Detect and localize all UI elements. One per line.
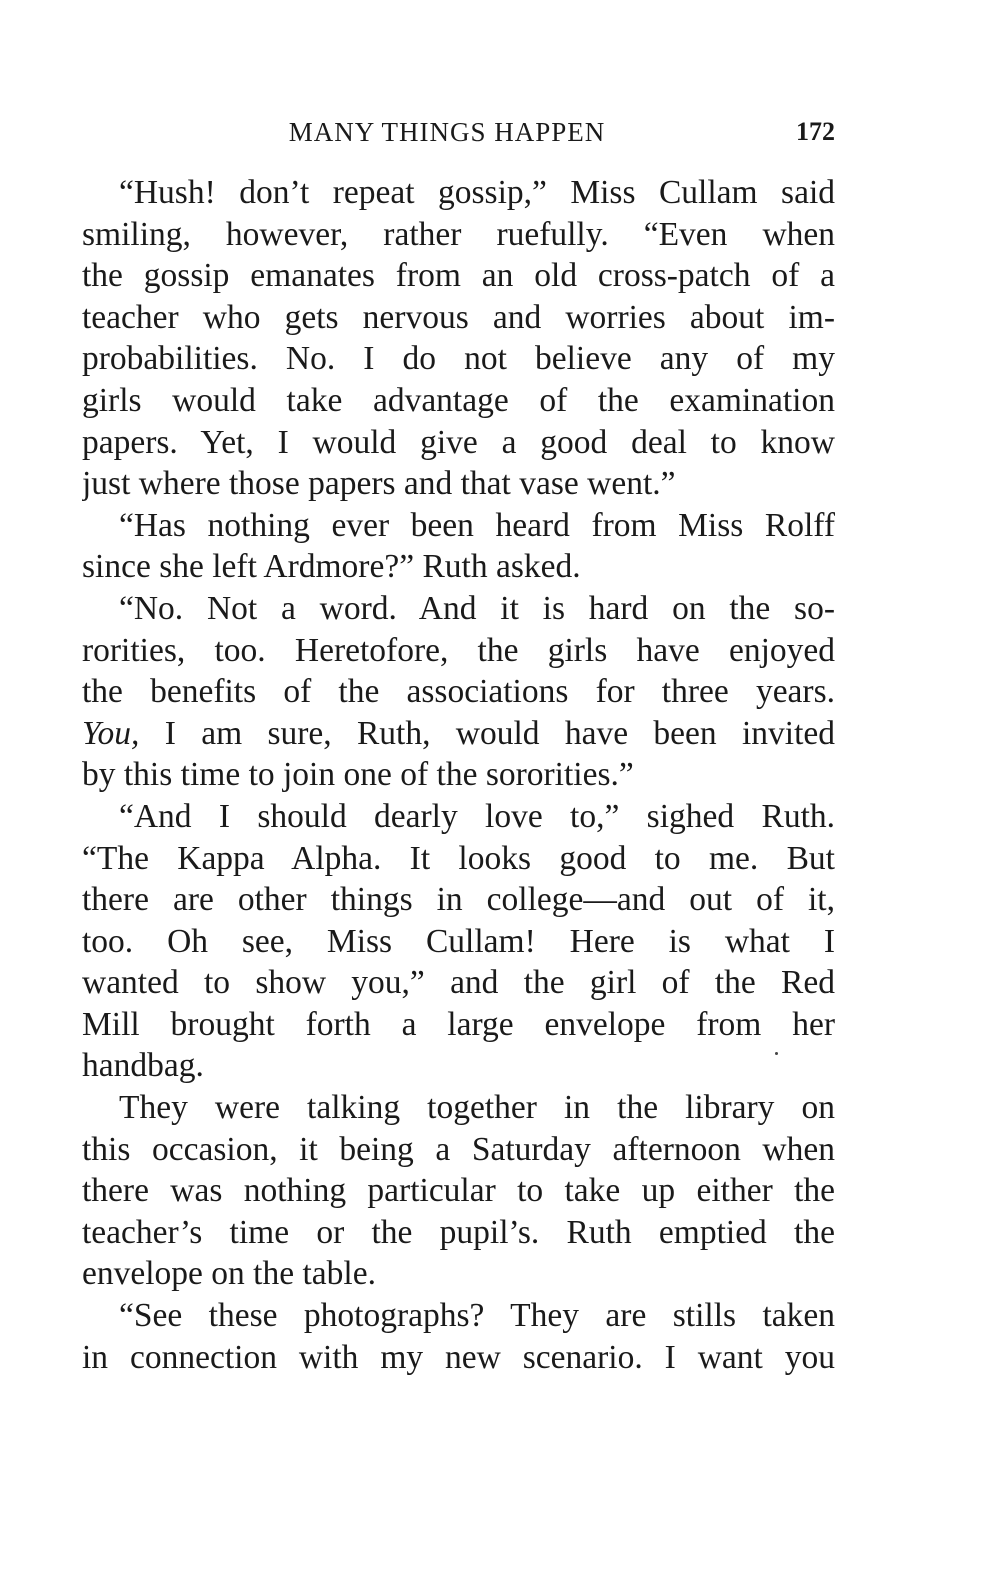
text-line bbox=[82, 713, 835, 755]
text-line-content: Mill brought forth a large envelope from her bbox=[82, 1005, 835, 1043]
text-line-content: wanted to show you,” and the girl of the Red bbox=[82, 964, 835, 1002]
text-line bbox=[82, 1045, 835, 1087]
text-line-content: too. Oh see, Miss Cullam! Here is what I bbox=[82, 922, 835, 960]
body-text bbox=[82, 172, 835, 1378]
text-line bbox=[82, 380, 835, 422]
text-line-content: teacher’s time or the pupil’s. Ruth emptied the bbox=[82, 1213, 835, 1251]
text-line-content: probabilities. No. I do not believe any of my bbox=[82, 340, 835, 378]
text-line-content: “Has nothing ever been heard from Miss Rolff bbox=[119, 506, 835, 544]
text-line bbox=[82, 463, 835, 505]
text-line bbox=[82, 1253, 835, 1295]
running-head-title: MANY THINGS HAPPEN bbox=[288, 117, 606, 147]
text-line-content: the benefits of the associations for three years. bbox=[82, 673, 835, 711]
page-number: 172 bbox=[796, 117, 835, 146]
text-line-content: smiling, however, rather ruefully. “Even when bbox=[82, 215, 835, 253]
text-line bbox=[82, 1212, 835, 1254]
text-line-content: just where those papers and that vase went.” bbox=[82, 465, 676, 503]
text-line bbox=[82, 630, 835, 672]
text-line bbox=[82, 422, 835, 464]
text-line-content: rorities, too. Heretofore, the girls have enjoyed bbox=[82, 631, 835, 669]
text-line-content: I am sure, Ruth, would have been invited bbox=[139, 714, 835, 752]
text-line-content: “No. Not a word. And it is hard on the so- bbox=[119, 589, 835, 627]
text-line bbox=[82, 796, 835, 838]
text-line-content: handbag. bbox=[82, 1047, 204, 1085]
text-line bbox=[82, 214, 835, 256]
print-speck bbox=[775, 1052, 778, 1055]
text-line bbox=[82, 1087, 835, 1129]
text-line-content: the gossip emanates from an old cross-patch of a bbox=[82, 257, 835, 295]
text-line bbox=[82, 505, 835, 547]
text-line-content: teacher who gets nervous and worries about im- bbox=[82, 298, 835, 336]
text-line bbox=[82, 172, 835, 214]
text-line bbox=[82, 1004, 835, 1046]
text-line-content: since she left Ardmore?” Ruth asked. bbox=[82, 548, 581, 586]
text-line bbox=[82, 297, 835, 339]
text-line bbox=[82, 921, 835, 963]
text-line bbox=[82, 588, 835, 630]
text-line-content: this occasion, it being a Saturday afternoon when bbox=[82, 1130, 835, 1168]
text-line-content: “The Kappa Alpha. It looks good to me. But bbox=[82, 839, 835, 877]
text-line bbox=[82, 1129, 835, 1171]
text-line bbox=[82, 671, 835, 713]
text-line-content: there are other things in college—and out of it, bbox=[82, 881, 835, 919]
text-line-content: in connection with my new scenario. I want you bbox=[82, 1338, 835, 1376]
text-line-content: there was nothing particular to take up either the bbox=[82, 1172, 835, 1210]
text-line bbox=[82, 338, 835, 380]
text-line-content: girls would take advantage of the examination bbox=[82, 381, 835, 419]
text-line bbox=[82, 255, 835, 297]
text-line bbox=[82, 879, 835, 921]
text-line bbox=[82, 1170, 835, 1212]
text-line-content: envelope on the table. bbox=[82, 1255, 376, 1293]
text-line-content: “Hush! don’t repeat gossip,” Miss Cullam said bbox=[119, 174, 835, 211]
italic-word: You, bbox=[82, 714, 140, 752]
text-line-content: by this time to join one of the sororities.” bbox=[82, 756, 634, 794]
text-line-content: “See these photographs? They are stills taken bbox=[119, 1297, 835, 1335]
running-head bbox=[82, 112, 835, 152]
text-line-content: papers. Yet, I would give a good deal to know bbox=[82, 423, 835, 461]
text-line bbox=[82, 754, 835, 796]
text-line bbox=[82, 962, 835, 1004]
text-line bbox=[82, 838, 835, 880]
text-line-content: They were talking together in the library on bbox=[119, 1089, 835, 1127]
text-line bbox=[82, 546, 835, 588]
text-line-content: “And I should dearly love to,” sighed Ruth. bbox=[119, 797, 835, 835]
text-line bbox=[82, 1295, 835, 1337]
text-line bbox=[82, 1337, 835, 1379]
